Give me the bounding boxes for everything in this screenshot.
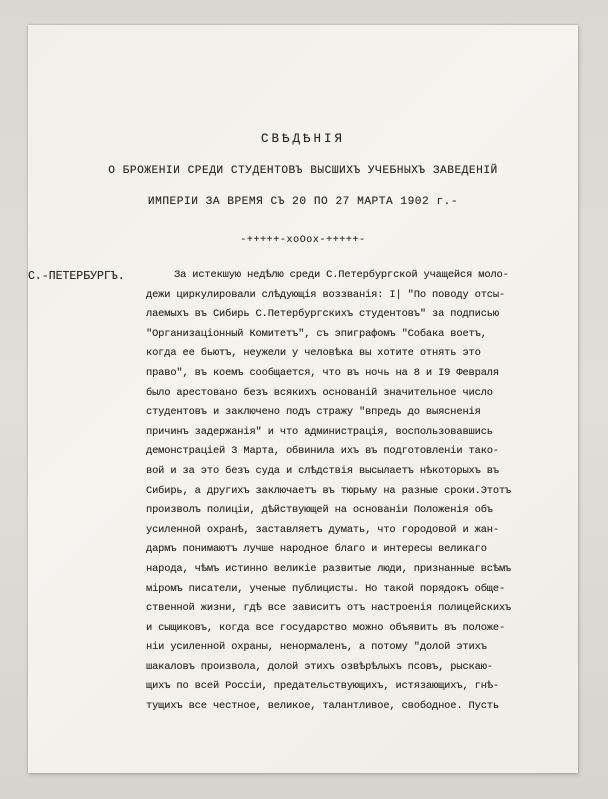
body-line: и сыщиковъ, когда все государство можно объявить въ положе-: [146, 621, 506, 634]
body-line: право", въ коемъ сообщается, что въ ночь на 8 и I9 Февраля: [146, 366, 499, 379]
body-line: ственной жизни, гдѣ все зависитъ отъ настроенія полицейскихъ: [146, 602, 512, 615]
section-separator: -+++++-хоОох-+++++-: [240, 235, 366, 246]
body-line: усиленной охранѣ, заставляетъ думать, что городовой и жан-: [146, 523, 499, 536]
body-line: "Организаціонный Комитетъ", съ эпиграфомъ "Собака воетъ,: [146, 327, 487, 340]
body-text: [146, 266, 526, 717]
body-line: вой и за это безъ суда и слѣдствія высылаетъ нѣкоторыхъ въ: [146, 464, 499, 477]
body-line: когда ее бьютъ, неужели у человѣка вы хотите отнять это: [146, 347, 481, 360]
body-line: студентовъ и заключено подъ стражу "впредь до выясненія: [146, 406, 481, 419]
body-line: тущихъ все честное, великое, талантливое, свободное. Пусть: [146, 700, 499, 713]
body-line: дармъ понимаютъ лучше народное благо и интересы великаго: [146, 543, 487, 556]
body-line: демонстраціей 3 Марта, обвинила ихъ въ подготовленіи тако-: [146, 445, 499, 458]
section-heading-city: С.-ПЕТЕРБУРГЪ.: [28, 270, 125, 283]
body-line: произволъ полиціи, дѣйствующей на основаніи Положенія объ: [146, 504, 493, 517]
body-line: щихъ по всей Россіи, предательствующихъ, истязающихъ, гнѣ-: [146, 680, 499, 693]
body-line: міромъ писатели, ученые публицисты. Но такой порядокъ обще-: [146, 582, 506, 595]
body-line: лаемыхъ въ Сибирь С.Петербургскихъ студентовъ" за подписью: [146, 308, 499, 321]
body-line: ніи усиленной охраны, ненормаленъ, а потому "долой этихъ: [146, 641, 487, 654]
document-page: [28, 25, 578, 773]
body-line: причинъ задержанія" и что администрація, воспользовавшись: [146, 425, 493, 438]
document-subtitle-line-2: ИМПЕРІИ ЗА ВРЕМЯ СЪ 20 ПО 27 МАРТА 1902 г.-: [147, 196, 459, 208]
body-line: дежи циркулировали слѣдующія воззванія: I| "По поводу отсы-: [146, 288, 506, 301]
body-line: За истекшую недѣлю среди С.Петербургской учащейся моло-: [174, 269, 509, 281]
body-line: Сибирь, а другихъ заключаетъ въ тюрьму на разные сроки.Этотъ: [146, 484, 512, 497]
document-subtitle-line-1: О БРОЖЕНІИ СРЕДИ СТУДЕНТОВЪ ВЫСШИХЪ УЧЕБНЫХЪ ЗАВЕДЕНІЙ: [108, 165, 498, 177]
body-line: шакаловъ произвола, долой этихъ озвѣрѣлыхъ псовъ, рыскаю-: [146, 660, 493, 673]
body-line: народа, чѣмъ истинно великіе развитые люди, признанные всѣмъ: [146, 562, 512, 575]
body-line: было арестовано безъ всякихъ основаній значительное число: [146, 386, 493, 399]
document-title: СВѢДѢНІЯ: [260, 132, 345, 146]
